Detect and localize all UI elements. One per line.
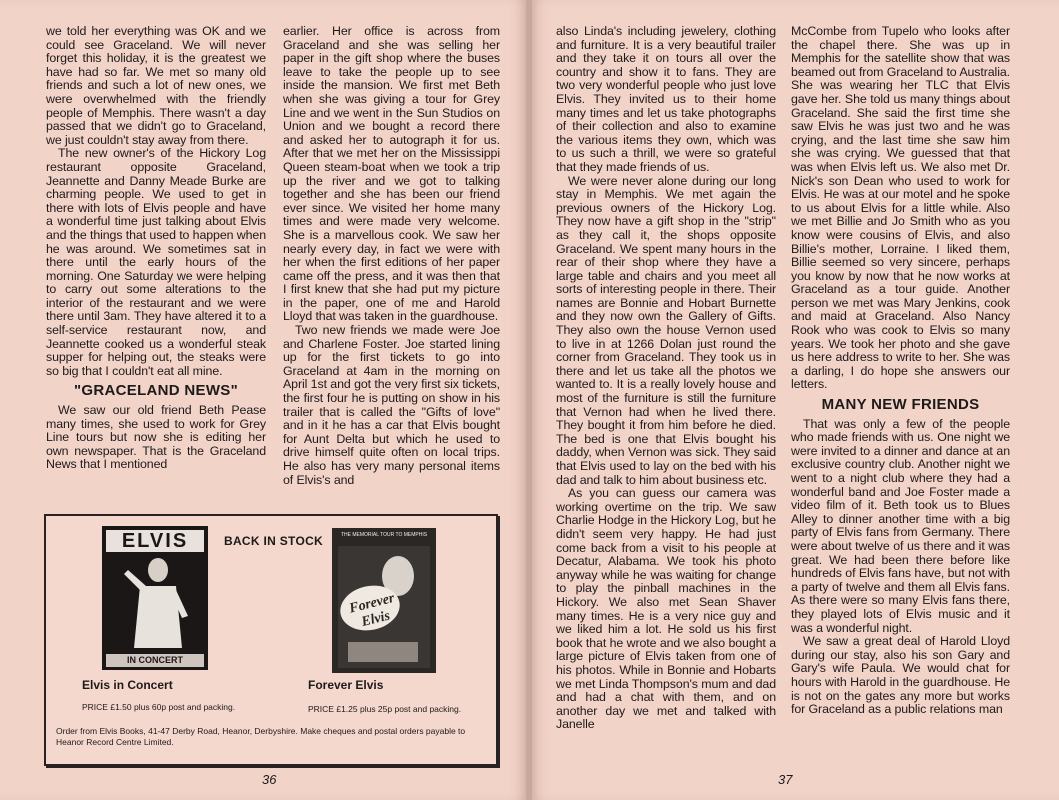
left-column-1 [46,25,266,472]
paragraph: The new owner's of the Hickory Log restaurant opposite Graceland, Jeannette and Danny Meade Burke are charming people. We used to get in there with lots of Elvis people and have a wonderful time just talking about Elvis and the things that used to happen when he was around. We sometimes sat in there until the early hours of the morning. One Saturday we were helping to carry out some alterations to the interior of the restaurant and we were there until 3am. They have altered it to a self-service restaurant now, and Jeannette cooked us a wonderful steak supper for helping out, the steaks were so big that I couldn't eat all mine. [46,146,266,378]
paragraph: As you can guess our camera was working overtime on the trip. We saw Charlie Hodge in the Hickory Log, but he didn't seem very happy. He had just come back from a visit to his people at Decatur, Alabama. We took his photo anyway while he was waiting for change to play the pinball machines in the Hickory. We also met Sean Shaver many times. He is a very nice guy and we liked him a lot. He sold us his first book that he wrote and we also bought a large picture of Elvis taken from one of his photos. While in Bonnie and Hobarts we met Linda Thompson's mum and dad and had a chat with them, and on another day we met and talked with Janelle [556,486,776,732]
back-in-stock-label: BACK IN STOCK [224,534,324,548]
section-heading: MANY NEW FRIENDS [821,396,980,414]
right-column-2 [791,25,1010,717]
paragraph: also Linda's including jewelery, clothing and furniture. It is a very beautiful trailer and they take it on tours all over the country and show it to fans. They are two very wonderful people who just love Elvis. They invited us to their home many times and let us take photographs of their collection and also to examine the various items they own, which was to us such a thrill, we were so grateful that they made friends of us. [556,24,776,174]
left-page [0,0,526,800]
elvis-in-concert-cover-image [102,526,208,670]
right-page [532,0,1059,800]
paragraph: we told her everything was OK and we could see Graceland. We will never forget this holiday, it is the greatest we have had so far. We met so many old friends and such a lot of new ones, we were overwhelmed with the friendly people of Memphis. There wasn't a day passed that we didn't go to Graceland, we just couldn't stay away from there. [46,24,266,147]
paragraph: We were never alone during our long stay in Memphis. We met again the previous owners of the Hickory Log. They now have a gift shop in the "strip" as they call it, the shops opposite Graceland. We spent many hours in the rear of their shop where they have a large table and chairs and you meet all sorts of interesting people in there. Their names are Bonnie and Hobart Burnette and they now own the Gallery of Gifts. They also own the house Vernon used to live in at 1266 Dolan just round the corner from Graceland. They took us in there and let us take all the photos we wanted to. It is a really lovely house and most of the furniture is still the furniture that Vernon had when he lived there. They bought it from him before he died. The bed is one that Elvis bought his daddy, when Vernon was sick. They said that Elvis used to lay on the bed with his dad and talk to him about business etc. [556,173,776,487]
cover-subtitle: IN CONCERT [106,654,204,667]
right-column-1 [556,25,776,732]
paragraph: Two new friends we made were Joe and Charlene Foster. Joe started lining up for the first tickets to go into Graceland at 4am in the morning on April 1st and got the very first six tickets, the first four he is putting on show in his trailer that is called the "Gifts of love" and in it he has a car that Elvis bought for Aunt Delta but which he used to drive himself quite often on local trips. He also has very many personal items of Elvis's and [283,323,500,487]
cover-title: ELVIS [106,530,204,552]
price-forever-elvis: PRICE £1.25 plus 25p post and packing. [308,704,462,714]
price-elvis-in-concert: PRICE £1.50 plus 60p post and packing. [82,702,236,712]
page-number: 36 [262,772,277,787]
book-title-elvis-in-concert: Elvis in Concert [82,678,173,692]
paragraph: McCombe from Tupelo who looks after the chapel there. She was up in Memphis for the satellite show that was beamed out from Graceland to Australia. She was wearing her TLC that Elvis gave her. She told us many things about Graceland. She said the first time she saw Elvis he was just two and he was crying, and the last time she saw him she was crying. We guessed that that was when Elvis left us. We also met Dr. Nick's son Dean who used to work for Elvis. He was at our motel and he spoke to us about Elvis for a little while. Also we met Billie and Jo Smith who as you know were cousins of Elvis, and also Billie's mother, Lorraine. I liked them, Billie seemed so very sincere, perhaps you know by now that he now works at Graceland as a tour guide. Another person we met was Mary Jenkins, cook and maid at Graceland. Also Nancy Rook who was cook to Elvis so many years. We took her photo and she gave us here address to write to her. She was a darling, I do hope she answers our letters. [791,24,1010,392]
performer-silhouette-image [120,556,190,651]
left-column-2 [283,25,500,487]
page-number: 37 [778,772,793,787]
cover-top-text: THE MEMORIAL TOUR TO MEMPHIS [340,532,428,538]
section-heading: "GRACELAND NEWS" [73,382,239,400]
forever-elvis-cover-image [332,528,436,673]
paragraph: That was only a few of the people who made friends with us. One night we were invited to a dinner and dance at an exclusive country club. Another night we went to a night club where they had a wonderful band and Joe Foster made a video film of it. Beth took us to Blues Alley to dinner another time with a big party of Elvis fans from Germany. There were about twelve of us there and it was great. We had been there before like hundreds of Elvis fans have, but not with a party of twelve and them all Elvis fans. As there were so many Elvis fans there, they played lots of Elvis music and it was a wonderful night. [791,416,1010,635]
book-title-forever-elvis: Forever Elvis [308,678,384,692]
cover-title: Forever Elvis [347,590,397,631]
book-advertisement [44,514,498,766]
paragraph: earlier. Her office is across from Graceland and she was selling her paper in the gift shop where the buses leave to take the people up to see inside the mansion. We first met Beth when she was giving a tour for Grey Line and we went in the Sun Studios on Union and we bought a record there and asked her to autograph it for us. After that we met her on the Mississippi Queen steam-boat when we took a trip up the river and we got to talking together and she has been our friend ever since. We visited her home many times and were made very welcome. She is a marvellous cook. We saw her nearly every day, in fact we were with her when the first editions of her paper came off the press, and it was then that I first knew that she had put my picture in the paper, one of me and Harold Lloyd that was taken in the guardhouse. [283,24,500,324]
paragraph: We saw a great deal of Harold Lloyd during our stay, also his son Gary and Gary's wife Paula. We would chat for hours with Harold in the guardhouse. He is not on the gates any more but works for Graceland as a public relations man [791,634,1010,717]
paragraph: We saw our old friend Beth Pease many times, she used to work for Grey Line tours but now she is editing her own newspaper. That is the Graceland News that I mentioned [46,403,266,472]
order-instructions: Order from Elvis Books, 41-47 Derby Road, Heanor, Derbyshire. Make cheques and postal orders payable to Heanor Record Centre Limited. [56,726,466,747]
